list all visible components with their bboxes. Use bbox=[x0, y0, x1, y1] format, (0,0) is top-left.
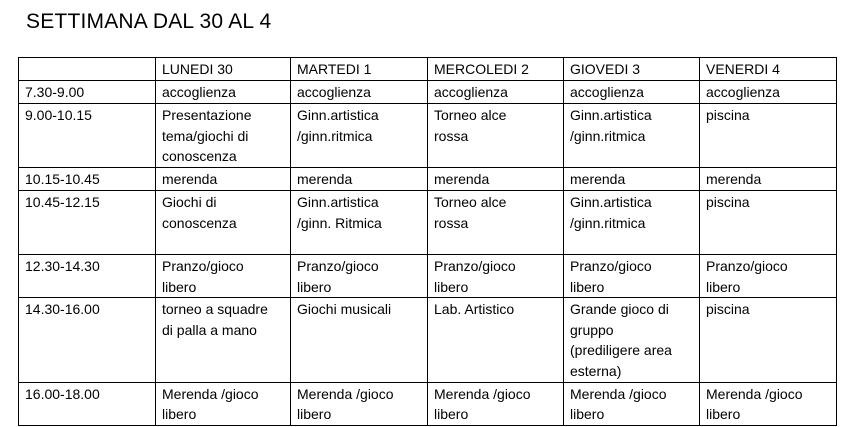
header-cell-monday: LUNEDI 30 bbox=[156, 58, 291, 81]
time-cell: 7.30-9.00 bbox=[19, 81, 156, 104]
activity-cell: Pranzo/gioco libero bbox=[428, 255, 564, 298]
activity-cell: Ginn.artistica /ginn.ritmica bbox=[564, 191, 700, 255]
header-cell-friday: VENERDI 4 bbox=[700, 58, 837, 81]
activity-cell: Giochi di conoscenza bbox=[156, 191, 291, 255]
activity-cell: Ginn.artistica /ginn. Ritmica bbox=[291, 191, 428, 255]
activity-cell: Ginn.artistica /ginn.ritmica bbox=[291, 104, 428, 168]
header-cell-thursday: GIOVEDI 3 bbox=[564, 58, 700, 81]
header-cell-time bbox=[19, 58, 156, 81]
time-cell: 14.30-16.00 bbox=[19, 298, 156, 382]
activity-cell: merenda bbox=[700, 168, 837, 191]
activity-cell: piscina bbox=[700, 104, 837, 168]
activity-cell: accoglienza bbox=[564, 81, 700, 104]
activity-cell: merenda bbox=[291, 168, 428, 191]
activity-cell: Merenda /gioco libero bbox=[156, 382, 291, 425]
activity-cell: Pranzo/gioco libero bbox=[700, 255, 837, 298]
activity-cell: Merenda /gioco libero bbox=[428, 382, 564, 425]
activity-cell: Pranzo/gioco libero bbox=[156, 255, 291, 298]
activity-cell: accoglienza bbox=[291, 81, 428, 104]
time-cell: 16.00-18.00 bbox=[19, 382, 156, 425]
activity-cell: accoglienza bbox=[700, 81, 837, 104]
activity-cell: merenda bbox=[428, 168, 564, 191]
activity-cell: piscina bbox=[700, 298, 837, 382]
activity-cell: Grande gioco di gruppo (prediligere area esterna) bbox=[564, 298, 700, 382]
activity-cell: Giochi musicali bbox=[291, 298, 428, 382]
time-cell: 9.00-10.15 bbox=[19, 104, 156, 168]
activity-cell: torneo a squadre di palla a mano bbox=[156, 298, 291, 382]
header-cell-wednesday: MERCOLEDI 2 bbox=[428, 58, 564, 81]
table-row bbox=[19, 104, 837, 168]
activity-cell: Torneo alce rossa bbox=[428, 104, 564, 168]
time-cell: 12.30-14.30 bbox=[19, 255, 156, 298]
activity-cell: Merenda /gioco libero bbox=[700, 382, 837, 425]
activity-cell: merenda bbox=[564, 168, 700, 191]
activity-cell: accoglienza bbox=[428, 81, 564, 104]
activity-cell: Pranzo/gioco libero bbox=[564, 255, 700, 298]
activity-cell: merenda bbox=[156, 168, 291, 191]
table-row bbox=[19, 168, 837, 191]
header-row bbox=[19, 58, 837, 81]
activity-cell: accoglienza bbox=[156, 81, 291, 104]
table-row bbox=[19, 255, 837, 298]
table-row bbox=[19, 382, 837, 425]
table-row bbox=[19, 191, 837, 255]
activity-cell: Merenda /gioco libero bbox=[291, 382, 428, 425]
table-row bbox=[19, 81, 837, 104]
activity-cell: Presentazione tema/giochi di conoscenza bbox=[156, 104, 291, 168]
time-cell: 10.15-10.45 bbox=[19, 168, 156, 191]
activity-cell: piscina bbox=[700, 191, 837, 255]
header-cell-tuesday: MARTEDI 1 bbox=[291, 58, 428, 81]
activity-cell: Merenda /gioco libero bbox=[564, 382, 700, 425]
page-title: SETTIMANA DAL 30 AL 4 bbox=[26, 10, 272, 33]
time-cell: 10.45-12.15 bbox=[19, 191, 156, 255]
activity-cell: Torneo alce rossa bbox=[428, 191, 564, 255]
table-row bbox=[19, 298, 837, 382]
activity-cell: Pranzo/gioco libero bbox=[291, 255, 428, 298]
activity-cell: Lab. Artistico bbox=[428, 298, 564, 382]
schedule-table bbox=[18, 57, 837, 426]
activity-cell: Ginn.artistica /ginn.ritmica bbox=[564, 104, 700, 168]
